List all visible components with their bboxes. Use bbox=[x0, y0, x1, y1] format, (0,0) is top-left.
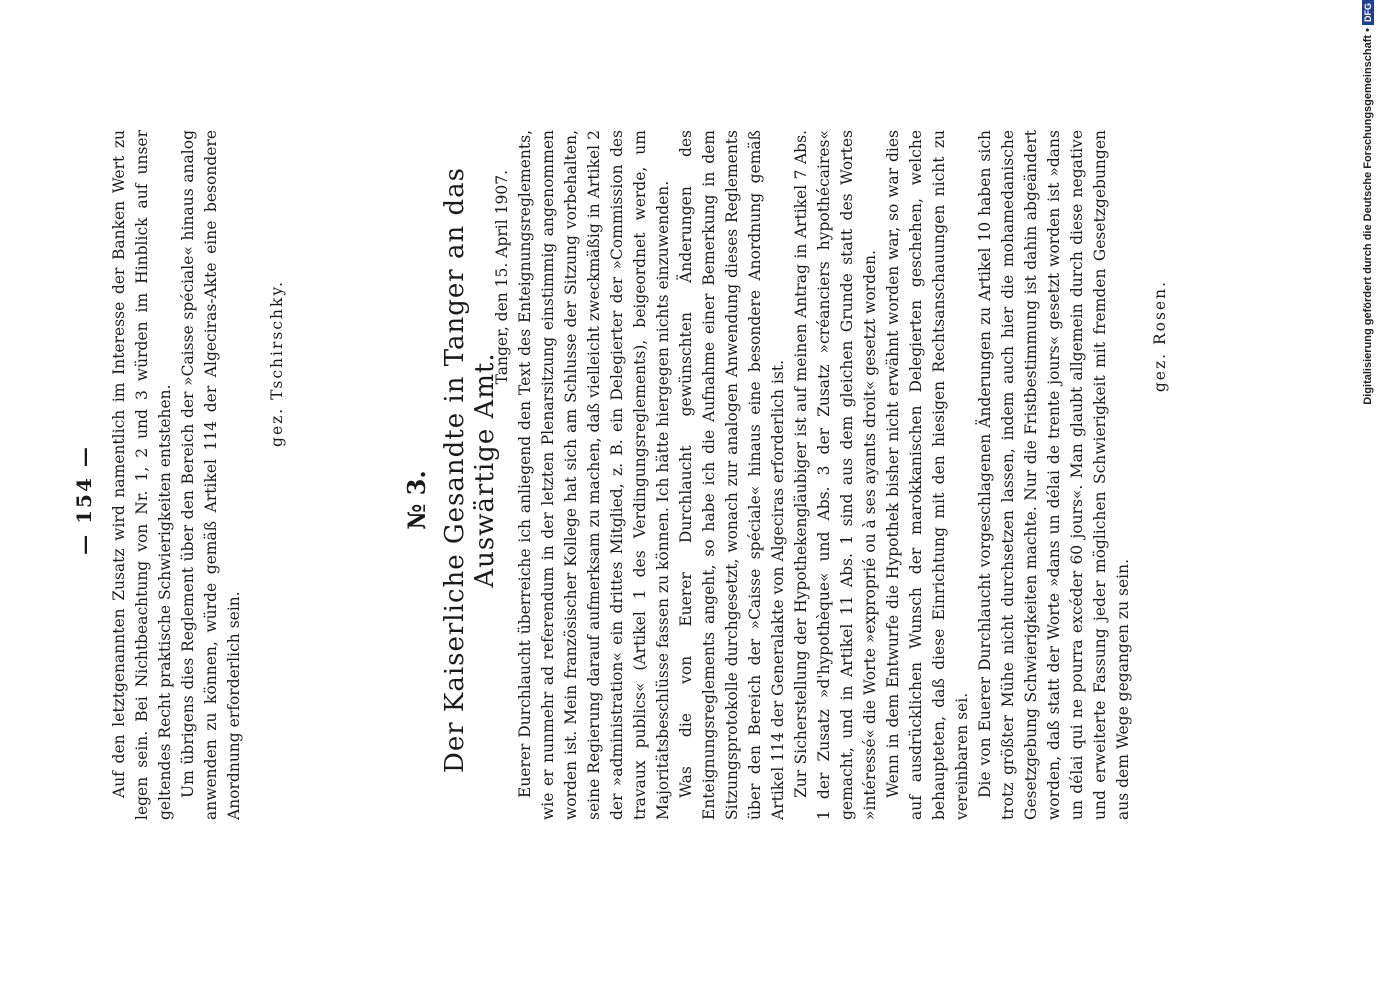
paragraph: Wenn in dem Entwurfe die Hypothek bisher nicht erwähnt worden war, so war dies auf ausdrücklichen Wunsch der marokkanischen Delegierten geschehen, welche behaupteten, daß diese Einrichtung mit den hiesigen Rechtsanschauungen nicht zu vereinbaren sei. bbox=[884, 130, 971, 820]
paragraph: Auf den letztgenannten Zusatz wird namentlich im Interesse der Banken Wert zu legen sein. Bei Nichtbeachtung von Nr. 1, 2 und 3 würden im Hinblick auf unser geltendes Recht praktische Schwierigkeiten entstehen. bbox=[110, 130, 174, 820]
signature: gez. Tschirschky. bbox=[268, 280, 286, 447]
page-number: — 154 — bbox=[72, 445, 96, 555]
top-section bbox=[108, 130, 286, 820]
dfg-logo: DFG bbox=[1362, 0, 1374, 25]
digitization-credit bbox=[1362, 0, 1374, 1000]
paragraph: Was die von Euerer Durchlaucht gewünschten Änderungen des Enteignungsreglements angeht, so habe ich die Aufnahme einer Bemerkung in dem Sitzungsprotokolle durchgesetzt, wonach zur analogen Anwendung dieses Reglements über den Bereich der »Caisse spéciale« hinaus eine besondere Anordnung gemäß Artikel 114 der Generalakte von Algeciras erforderlich ist. bbox=[677, 130, 787, 820]
paragraph: Euerer Durchlaucht überreiche ich anliegend den Text des Enteignungsreglements, wie er nunmehr ad referendum in der letzten Plenarsitzung einstimmig angenommen worden ist. Mein französischer Kollege hat sich am Schlusse der Sitzung vorbehalten, seine Regierung darauf aufmerksam zu machen, daß vielleicht zweckmäßig in Artikel 2 der »administration« ein drittes Mitglied, z. B. ein Delegierter der »Commission des travaux publics« (Artikel 1 des Verdingungsreglements), beigeordnet werde, um Majoritätsbeschlüsse fassen zu können. Ich hätte hiergegen nichts einzuwenden. bbox=[516, 130, 672, 820]
paragraph: Die von Euerer Durchlaucht vorgeschlagenen Änderungen zu Artikel 10 haben sich trotz größter Mühe nicht durchsetzen lassen, indem auch hier die mohamedanische Gesetzgebung Schwierigkeiten machte. Nur die Fristbestimmung ist dahin abgeändert worden, daß statt der Worte »dans un délai de trente jours« gesetzt worden ist »dans un délai qui ne pourra excéder 60 jours«. Man glaubt allgemein durch diese negative und erweiterte Fassung jeder möglichen Schwierigkeit mit fremden Gesetzgebungen aus dem Wege gegangen zu sein. bbox=[976, 130, 1132, 820]
paragraph: Um übrigens dies Reglement über den Bereich der »Caisse spéciale« hinaus analog anwenden zu können, würde gemäß Artikel 114 der Algeciras-Akte eine besondere Anordnung erforderlich sein. bbox=[179, 130, 243, 820]
signature: gez. Rosen. bbox=[1151, 280, 1169, 393]
credit-text: Digitalisierung gefördert durch die Deutsche Forschungsgemeinschaft • bbox=[1362, 28, 1374, 405]
document-heading: Der Kaiserliche Gesandte in Tanger an das Auswärtige Amt. bbox=[440, 166, 500, 774]
document-number: № 3. bbox=[402, 470, 431, 530]
date-line: Tanger, den 15. April 1907. bbox=[493, 170, 511, 385]
paragraph: Zur Sicherstellung der Hypothekengläubiger ist auf meinen Antrag in Artikel 7 Abs. 1 der Zusatz »d'hypothèque« und Abs. 3 der Zusatz »créanciers hypothécaires« gemacht, und in Artikel 11 Abs. 1 sind aus dem gleichen Grunde statt des Wortes »intéressé« die Worte »exproprié ou à ses ayants droit« gesetzt worden. bbox=[792, 130, 879, 820]
letter-body bbox=[490, 130, 1169, 820]
